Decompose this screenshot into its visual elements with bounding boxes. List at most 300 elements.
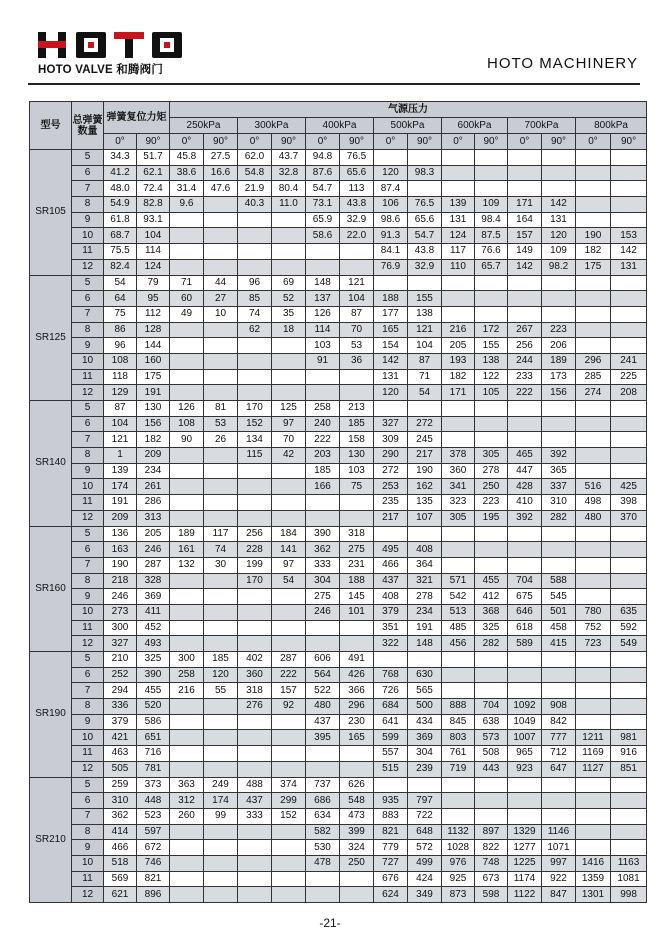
spring-count-cell: 7 [72,306,104,322]
value-cell [576,338,611,354]
value-cell [272,228,306,244]
table-row [30,416,647,432]
value-cell: 412 [475,589,508,605]
value-cell [374,275,408,291]
torque-cell: 362 [104,808,137,824]
torque-cell: 261 [137,479,170,495]
torque-cell: 452 [137,620,170,636]
value-cell [611,275,647,291]
value-cell: 777 [542,730,576,746]
value-cell: 522 [306,683,340,699]
value-cell: 500 [408,699,442,715]
spring-count-cell: 12 [72,636,104,652]
torque-cell: 68.7 [104,228,137,244]
value-cell: 965 [508,746,542,762]
value-cell: 364 [408,557,442,573]
value-cell: 925 [442,871,475,887]
table-row [30,667,647,683]
torque-cell: 287 [137,557,170,573]
value-cell: 139 [442,197,475,213]
value-cell [238,871,272,887]
spring-count-cell: 9 [72,463,104,479]
value-cell [204,463,238,479]
value-cell: 647 [542,761,576,777]
value-cell: 312 [170,793,204,809]
value-cell: 55 [204,683,238,699]
value-cell [170,714,204,730]
value-cell: 130 [340,448,374,464]
value-cell: 530 [306,840,340,856]
value-cell [576,181,611,197]
value-cell [272,510,306,526]
value-cell: 45.8 [170,150,204,166]
value-cell: 177 [374,306,408,322]
value-cell [576,432,611,448]
value-cell [475,401,508,417]
value-cell: 501 [542,604,576,620]
value-cell: 105 [475,385,508,401]
value-cell [374,401,408,417]
value-cell [204,589,238,605]
value-cell [442,683,475,699]
value-cell [170,855,204,871]
value-cell [272,855,306,871]
value-cell: 545 [542,589,576,605]
value-cell: 908 [542,699,576,715]
value-cell: 120 [374,385,408,401]
torque-cell: 96 [104,338,137,354]
torque-cell: 129 [104,385,137,401]
value-cell [238,385,272,401]
value-cell [508,652,542,668]
spring-count-cell: 11 [72,369,104,385]
value-cell [542,652,576,668]
value-cell: 726 [374,683,408,699]
value-cell: 458 [542,620,576,636]
header-angle-0: 0° [442,134,475,150]
value-cell: 378 [442,448,475,464]
value-cell: 571 [442,573,475,589]
torque-cell: 518 [104,855,137,871]
value-cell: 582 [306,824,340,840]
value-cell: 222 [306,432,340,448]
value-cell: 322 [374,636,408,652]
value-cell: 16.6 [204,165,238,181]
value-cell: 1028 [442,840,475,856]
table-row [30,338,647,354]
value-cell [576,165,611,181]
value-cell: 235 [374,495,408,511]
model-cell: SR140 [30,401,72,527]
value-cell: 282 [542,510,576,526]
spring-count-cell: 5 [72,526,104,542]
value-cell: 515 [374,761,408,777]
value-cell: 873 [442,887,475,903]
value-cell: 98.3 [408,165,442,181]
torque-cell: 41.2 [104,165,137,181]
table-row [30,620,647,636]
value-cell: 366 [340,683,374,699]
value-cell [170,228,204,244]
value-cell: 256 [238,526,272,542]
table-row [30,746,647,762]
value-cell [170,604,204,620]
value-cell: 104 [340,291,374,307]
value-cell: 426 [340,667,374,683]
header-pressure: 500kPa [374,118,442,134]
value-cell: 87 [408,353,442,369]
table-row [30,636,647,652]
value-cell [374,652,408,668]
value-cell [306,369,340,385]
value-cell [238,479,272,495]
value-cell: 447 [508,463,542,479]
value-cell: 193 [442,353,475,369]
value-cell [475,667,508,683]
value-cell: 557 [374,746,408,762]
value-cell: 712 [542,746,576,762]
value-cell [611,432,647,448]
value-cell [272,636,306,652]
value-cell: 368 [475,604,508,620]
value-cell [204,353,238,369]
spring-count-cell: 8 [72,573,104,589]
value-cell [611,699,647,715]
value-cell: 44 [204,275,238,291]
table-row [30,699,647,715]
table-row [30,526,647,542]
value-cell: 305 [475,448,508,464]
value-cell: 349 [408,887,442,903]
value-cell: 38.6 [170,165,204,181]
value-cell: 125 [272,401,306,417]
value-cell: 156 [542,385,576,401]
value-cell: 142 [374,353,408,369]
value-cell [475,542,508,558]
torque-cell: 310 [104,793,137,809]
value-cell: 981 [611,730,647,746]
value-cell: 592 [611,620,647,636]
value-cell: 337 [542,479,576,495]
value-cell: 223 [542,322,576,338]
value-cell: 737 [306,777,340,793]
value-cell: 626 [340,777,374,793]
value-cell: 170 [238,401,272,417]
value-cell [238,840,272,856]
spring-count-cell: 5 [72,777,104,793]
torque-cell: 466 [104,840,137,856]
torque-cell: 209 [104,510,137,526]
value-cell [238,369,272,385]
value-cell: 87 [340,306,374,322]
value-cell [576,401,611,417]
torque-cell: 252 [104,667,137,683]
value-cell: 62 [238,322,272,338]
value-cell [611,777,647,793]
torque-cell: 209 [137,448,170,464]
value-cell [508,181,542,197]
value-cell [542,777,576,793]
torque-cell: 163 [104,542,137,558]
torque-cell: 48.0 [104,181,137,197]
header-spring-count: 总弹簧数量 [72,102,104,150]
table-row [30,652,647,668]
value-cell [611,448,647,464]
value-cell [170,369,204,385]
value-cell: 478 [306,855,340,871]
value-cell [542,683,576,699]
header-pressure: 400kPa [306,118,374,134]
spring-count-cell: 9 [72,338,104,354]
value-cell [442,291,475,307]
spring-count-cell: 7 [72,808,104,824]
value-cell: 108 [170,416,204,432]
value-cell: 80.4 [272,181,306,197]
value-cell: 797 [408,793,442,809]
value-cell [170,338,204,354]
torque-cell: 62.1 [137,165,170,181]
value-cell [204,714,238,730]
value-cell [408,181,442,197]
header-angle-0: 0° [508,134,542,150]
page-header [0,0,660,90]
value-cell [611,401,647,417]
value-cell: 134 [238,432,272,448]
value-cell [611,416,647,432]
spring-count-cell: 6 [72,793,104,809]
value-cell: 465 [508,448,542,464]
value-cell [542,150,576,166]
value-cell: 324 [340,840,374,856]
value-cell: 208 [611,385,647,401]
value-cell: 258 [170,667,204,683]
value-cell [611,197,647,213]
value-cell: 49 [170,306,204,322]
value-cell: 103 [306,338,340,354]
torque-cell: 64 [104,291,137,307]
torque-cell: 54.9 [104,197,137,213]
value-cell [238,636,272,652]
value-cell: 1127 [576,761,611,777]
value-cell [475,306,508,322]
value-cell: 752 [576,620,611,636]
value-cell [542,526,576,542]
value-cell [508,432,542,448]
torque-cell: 336 [104,699,137,715]
value-cell: 1132 [442,824,475,840]
value-cell [475,416,508,432]
value-cell: 275 [306,589,340,605]
value-cell: 182 [576,244,611,260]
value-cell [170,573,204,589]
value-cell [542,181,576,197]
table-row [30,871,647,887]
value-cell [170,730,204,746]
value-cell: 206 [542,338,576,354]
value-cell: 43.7 [272,150,306,166]
value-cell [611,714,647,730]
value-cell: 727 [374,855,408,871]
spring-count-cell: 5 [72,652,104,668]
value-cell: 686 [306,793,340,809]
value-cell: 513 [442,604,475,620]
torque-cell: 1 [104,448,137,464]
torque-cell: 87 [104,401,137,417]
value-cell [611,683,647,699]
value-cell [442,306,475,322]
value-cell: 408 [374,589,408,605]
value-cell [238,714,272,730]
value-cell: 182 [442,369,475,385]
value-cell: 606 [306,652,340,668]
model-cell: SR190 [30,652,72,778]
value-cell: 42 [272,448,306,464]
value-cell [204,636,238,652]
torque-cell: 174 [104,479,137,495]
value-cell: 32.9 [340,212,374,228]
value-cell: 425 [611,479,647,495]
value-cell: 171 [442,385,475,401]
value-cell [204,730,238,746]
value-cell: 189 [542,353,576,369]
value-cell: 120 [542,228,576,244]
table-row [30,385,647,401]
header-angle-0: 0° [374,134,408,150]
spring-count-cell: 10 [72,730,104,746]
value-cell: 1092 [508,699,542,715]
value-cell [576,840,611,856]
value-cell [272,604,306,620]
value-cell [306,761,340,777]
value-cell [170,448,204,464]
value-cell [475,557,508,573]
value-cell: 1081 [611,871,647,887]
value-cell: 722 [408,808,442,824]
value-cell: 231 [340,557,374,573]
table-row [30,887,647,903]
torque-cell: 390 [137,667,170,683]
header-angle-90: 90° [272,134,306,150]
value-cell [272,730,306,746]
value-cell [475,683,508,699]
value-cell [611,573,647,589]
value-cell: 117 [204,526,238,542]
value-cell: 155 [475,338,508,354]
value-cell: 267 [508,322,542,338]
value-cell: 648 [408,824,442,840]
value-cell [442,275,475,291]
value-cell [576,542,611,558]
torque-cell: 369 [137,589,170,605]
value-cell [508,808,542,824]
torque-cell: 93.1 [137,212,170,228]
value-cell [204,761,238,777]
torque-cell: 259 [104,777,137,793]
value-cell: 94.8 [306,150,340,166]
value-cell: 916 [611,746,647,762]
value-cell: 684 [374,699,408,715]
value-cell: 250 [340,855,374,871]
value-cell [204,479,238,495]
torque-cell: 79 [137,275,170,291]
torque-cell: 414 [104,824,137,840]
value-cell [442,667,475,683]
spring-count-cell: 10 [72,353,104,369]
torque-cell: 130 [137,401,170,417]
torque-cell: 175 [137,369,170,385]
value-cell: 363 [170,777,204,793]
header-pressure: 800kPa [576,118,647,134]
torque-table [29,101,647,903]
value-cell [611,793,647,809]
value-cell [272,212,306,228]
torque-cell: 82.8 [137,197,170,213]
value-cell: 1329 [508,824,542,840]
torque-table-container [29,101,640,903]
value-cell: 768 [374,667,408,683]
value-cell [576,463,611,479]
value-cell: 638 [475,714,508,730]
spring-count-cell: 12 [72,761,104,777]
value-cell [238,589,272,605]
value-cell: 205 [442,338,475,354]
value-cell [238,353,272,369]
value-cell: 30 [204,557,238,573]
value-cell: 164 [508,212,542,228]
value-cell: 761 [442,746,475,762]
value-cell: 241 [611,353,647,369]
value-cell: 897 [475,824,508,840]
value-cell: 240 [306,416,340,432]
header-angle-0: 0° [170,134,204,150]
value-cell [340,244,374,260]
spring-count-cell: 12 [72,887,104,903]
header-angle-0: 0° [576,134,611,150]
value-cell [306,385,340,401]
value-cell [204,197,238,213]
value-cell: 138 [408,306,442,322]
value-cell: 360 [442,463,475,479]
value-cell: 228 [238,542,272,558]
value-cell [576,306,611,322]
torque-cell: 191 [137,385,170,401]
value-cell [204,840,238,856]
value-cell: 40.3 [238,197,272,213]
value-cell [542,793,576,809]
value-cell: 62.0 [238,150,272,166]
spring-count-cell: 11 [72,871,104,887]
torque-cell: 82.4 [104,259,137,275]
header-angle-0: 0° [104,134,137,150]
value-cell: 542 [442,589,475,605]
table-row [30,573,647,589]
value-cell: 360 [238,667,272,683]
value-cell [306,746,340,762]
value-cell [576,699,611,715]
spring-count-cell: 6 [72,165,104,181]
value-cell: 299 [272,793,306,809]
value-cell: 148 [408,636,442,652]
value-cell [442,542,475,558]
value-cell: 175 [576,259,611,275]
value-cell [238,338,272,354]
value-cell [340,746,374,762]
value-cell: 323 [442,495,475,511]
value-cell: 76.9 [374,259,408,275]
value-cell [272,714,306,730]
value-cell: 1071 [542,840,576,856]
value-cell: 488 [238,777,272,793]
